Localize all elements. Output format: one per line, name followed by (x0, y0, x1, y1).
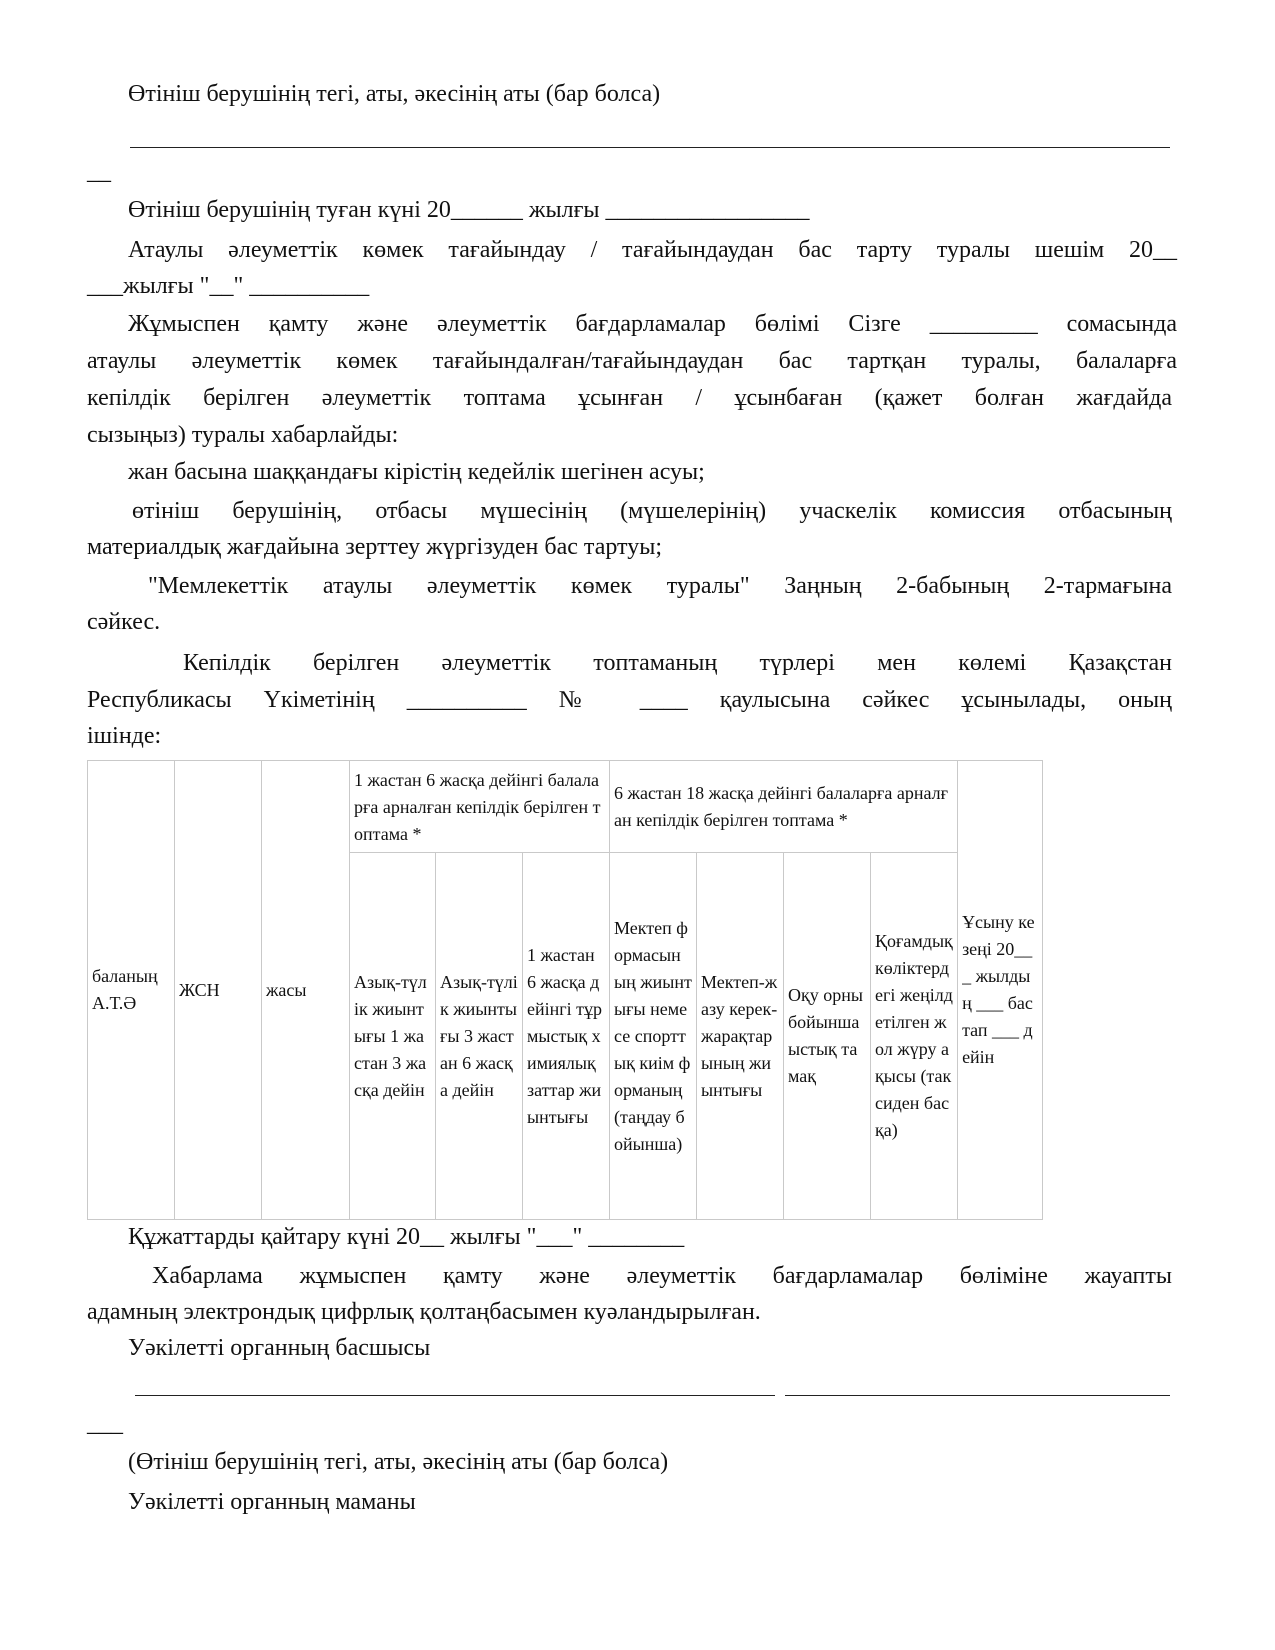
package-line-2: Республикасы Үкіметінің __________ № ____ қаулысына сәйкес ұсынылады, оның (87, 687, 1172, 713)
birth-date-line: Өтініш берушінің туған күні 20______ жылғы _________________ (128, 197, 810, 223)
guaranteed-package-table (87, 760, 1043, 1220)
reason-refusal-line-1: өтініш берушінің, отбасы мүшесінің (мүшелерінің) учаскелік комиссия отбасының (132, 498, 1172, 524)
reason-law-line-2: сәйкес. (87, 609, 161, 635)
header-group-1-6: 1 жастан 6 жасқа дейінгі балаларға арналған кепілдік берілген топтама * (350, 761, 610, 853)
head-name-blank (785, 1395, 1170, 1396)
applicant-name-blank (130, 147, 1170, 148)
header-food-3-6: Азық-түлік жиынтығы 3 жастан 6 жасқа дейін (436, 853, 523, 1220)
header-group-6-18: 6 жастан 18 жасқа дейінгі балаларға арналған кепілдік берілген топтама * (610, 761, 958, 853)
reason-law-line-1: "Мемлекеттік атаулы әлеуметтік көмек туралы" Заңның 2-бабының 2-тармағына (148, 573, 1172, 599)
notice-line-4: сызыңыз) туралы хабарлайды: (87, 422, 399, 448)
notice-line-3: кепілдік берілген әлеуметтік топтама ұсынған / ұсынбаған (қажет болған жағдайда (87, 385, 1172, 411)
continuation-dash-2: ___ (87, 1411, 123, 1437)
header-period: Ұсыну кезеңі 20___ жылдың ___ бастап ___ дейін (958, 761, 1043, 1220)
head-signature-blank (135, 1395, 775, 1396)
head-of-authority-label: Уәкілетті органның басшысы (128, 1335, 431, 1361)
header-food-1-3: Азық-түлік жиынтығы 1 жастан 3 жасқа дейін (350, 853, 436, 1220)
ecp-line-2: адамның электрондық цифрлық қолтаңбасымен куәландырылған. (87, 1299, 761, 1325)
reason-refusal-line-2: материалдық жағдайына зерттеу жүргізуден бас тартуы; (87, 534, 662, 560)
header-child-name: баланың А.Т.Ә (88, 761, 175, 1220)
name-caption: (Өтініш берушінің тегі, аты, әкесінің аты (бар болса) (128, 1449, 669, 1475)
header-hygiene: 1 жастан 6 жасқа дейінгі тұрмыстық химиялық заттар жиынтығы (523, 853, 610, 1220)
decision-line-1: Атаулы әлеуметтік көмек тағайындау / тағайындаудан бас тарту туралы шешім 20__ (128, 237, 1177, 263)
notice-line-1: Жұмыспен қамту және әлеуметтік бағдарламалар бөлімі Сізге _________ сомасында (128, 311, 1177, 337)
continuation-dash: __ (87, 159, 111, 185)
ecp-line-1: Хабарлама жұмыспен қамту және әлеуметтік бағдарламалар бөліміне жауапты (152, 1263, 1172, 1289)
notice-line-2: атаулы әлеуметтік көмек тағайындалған/тағайындаудан бас тартқан туралы, балаларға (87, 348, 1177, 374)
header-uniform: Мектеп формасының жиынтығы немесе спорттық киім форманың (таңдау бойынша) (610, 853, 697, 1220)
header-iin: ЖСН (175, 761, 262, 1220)
package-line-1: Кепілдік берілген әлеуметтік топтаманың түрлері мен көлемі Қазақстан (183, 650, 1172, 676)
applicant-name-label: Өтініш берушінің тегі, аты, әкесінің аты (бар болса) (128, 81, 661, 107)
package-line-3: ішінде: (87, 723, 162, 749)
reason-income: жан басына шаққандағы кірістің кедейлік шегінен асуы; (128, 459, 705, 485)
header-transport: Қоғамдық көліктердегі жеңілдетілген жол жүру ақысы (таксиден басқа) (871, 853, 958, 1220)
decision-line-2: ___жылғы "__" __________ (87, 273, 370, 299)
specialist-label: Уәкілетті органның маманы (128, 1489, 416, 1515)
header-stationery: Мектеп-жазу керек-жарақтарының жиынтығы (697, 853, 784, 1220)
header-age: жасы (262, 761, 350, 1220)
header-hot-meal: Оқу орны бойынша ыстық тамақ (784, 853, 871, 1220)
return-date-line: Құжаттарды қайтару күні 20__ жылғы "___" ________ (128, 1224, 685, 1250)
